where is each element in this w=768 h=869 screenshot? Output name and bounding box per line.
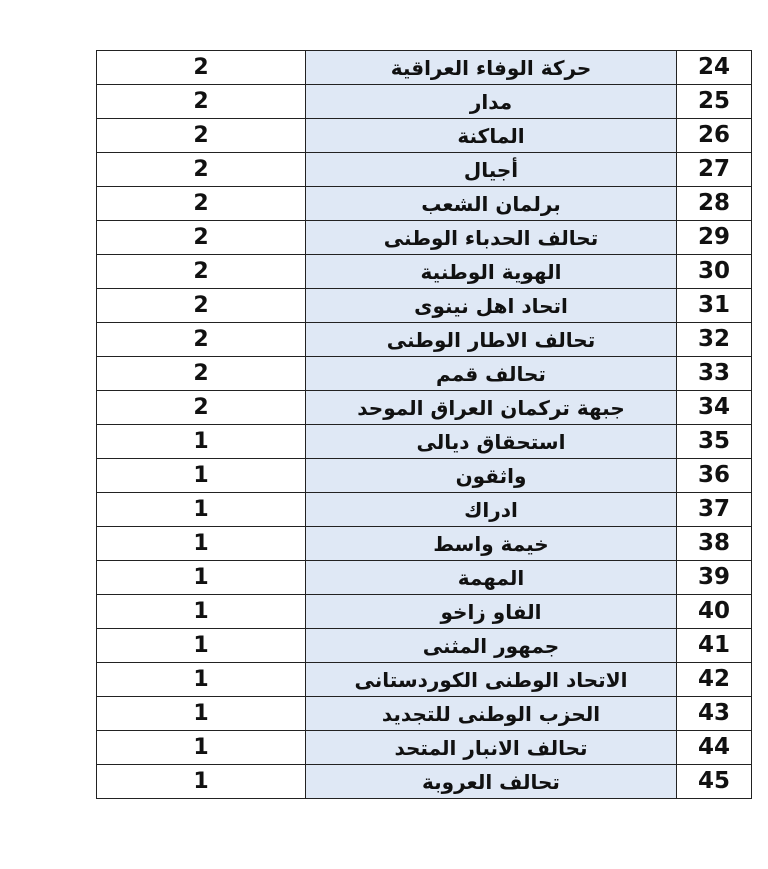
row-number-cell: 30 (677, 255, 752, 289)
party-name-text: مدار (469, 89, 513, 114)
party-name-text: الاتحاد الوطنى الكوردستانى (354, 667, 628, 692)
party-name-text: الماكنة (457, 123, 525, 148)
table-row (97, 153, 752, 187)
table-row (97, 425, 752, 459)
seats-cell: 2 (97, 153, 306, 187)
party-name-text: اتحاد اهل نينوى (414, 293, 568, 318)
table-row (97, 731, 752, 765)
party-name-cell (306, 731, 677, 765)
table-row (97, 493, 752, 527)
party-name-cell (306, 85, 677, 119)
party-name-text: تحالف الانبار المتحد (394, 735, 588, 760)
seats-cell: 2 (97, 357, 306, 391)
table-row (97, 289, 752, 323)
row-number-cell: 45 (677, 765, 752, 799)
table-row (97, 119, 752, 153)
party-name-cell (306, 357, 677, 391)
table-row (97, 187, 752, 221)
row-number-cell: 41 (677, 629, 752, 663)
seats-cell: 2 (97, 221, 306, 255)
seats-cell: 1 (97, 595, 306, 629)
party-name-cell (306, 765, 677, 799)
party-name-text: جمهور المثنى (422, 633, 560, 658)
row-number-cell: 38 (677, 527, 752, 561)
row-number-cell: 44 (677, 731, 752, 765)
seats-cell: 1 (97, 765, 306, 799)
seats-cell: 2 (97, 51, 306, 85)
row-number-cell: 33 (677, 357, 752, 391)
table-row (97, 527, 752, 561)
party-name-cell (306, 221, 677, 255)
results-table-body (97, 51, 752, 799)
row-number-cell: 29 (677, 221, 752, 255)
party-name-cell (306, 459, 677, 493)
party-name-text: حركة الوفاء العراقية (390, 55, 592, 80)
party-name-text: المهمة (457, 565, 525, 590)
seats-cell: 2 (97, 255, 306, 289)
seats-cell: 2 (97, 391, 306, 425)
seats-cell: 2 (97, 289, 306, 323)
party-name-cell (306, 629, 677, 663)
row-number-cell: 34 (677, 391, 752, 425)
table-row (97, 85, 752, 119)
row-number-cell: 36 (677, 459, 752, 493)
party-name-text: أجيال (463, 157, 519, 182)
seats-cell: 1 (97, 493, 306, 527)
row-number-cell: 24 (677, 51, 752, 85)
seats-cell: 1 (97, 629, 306, 663)
party-name-text: استحقاق ديالى (416, 429, 566, 454)
seats-cell: 2 (97, 119, 306, 153)
party-name-text: جبهة تركمان العراق الموحد (357, 395, 625, 420)
party-name-text: تحالف الحدباء الوطنى (383, 225, 599, 250)
seats-cell: 1 (97, 561, 306, 595)
party-name-text: تحالف قمم (436, 361, 546, 386)
table-row (97, 663, 752, 697)
party-name-cell (306, 391, 677, 425)
table-row (97, 459, 752, 493)
row-number-cell: 31 (677, 289, 752, 323)
row-number-cell: 42 (677, 663, 752, 697)
table-row (97, 221, 752, 255)
results-sheet (96, 50, 748, 799)
party-name-cell (306, 493, 677, 527)
party-name-cell (306, 289, 677, 323)
party-name-cell (306, 187, 677, 221)
seats-cell: 1 (97, 459, 306, 493)
row-number-cell: 39 (677, 561, 752, 595)
row-number-cell: 37 (677, 493, 752, 527)
party-name-cell (306, 119, 677, 153)
party-name-text: ادراك (464, 497, 518, 522)
party-name-cell (306, 561, 677, 595)
party-name-text: تحالف العروبة (422, 769, 560, 794)
party-name-text: واثقون (455, 463, 527, 488)
row-number-cell: 28 (677, 187, 752, 221)
party-name-text: الحزب الوطنى للتجديد (381, 701, 601, 726)
row-number-cell: 43 (677, 697, 752, 731)
table-row (97, 561, 752, 595)
row-number-cell: 27 (677, 153, 752, 187)
seats-cell: 1 (97, 425, 306, 459)
seats-cell: 1 (97, 697, 306, 731)
party-name-text: تحالف الاطار الوطنى (386, 327, 596, 352)
seats-cell: 1 (97, 663, 306, 697)
row-number-cell: 35 (677, 425, 752, 459)
party-name-cell (306, 663, 677, 697)
party-name-cell (306, 697, 677, 731)
table-row (97, 697, 752, 731)
party-name-text: الفاو زاخو (440, 599, 542, 624)
row-number-cell: 26 (677, 119, 752, 153)
party-name-cell (306, 153, 677, 187)
party-name-cell (306, 255, 677, 289)
seats-cell: 1 (97, 527, 306, 561)
seats-cell: 2 (97, 187, 306, 221)
table-row (97, 255, 752, 289)
row-number-cell: 25 (677, 85, 752, 119)
party-name-cell (306, 595, 677, 629)
seats-cell: 1 (97, 731, 306, 765)
party-name-text: الهوية الوطنية (420, 259, 562, 284)
party-name-cell (306, 425, 677, 459)
table-row (97, 765, 752, 799)
party-name-cell (306, 323, 677, 357)
party-name-text: برلمان الشعب (421, 191, 561, 216)
party-name-cell (306, 527, 677, 561)
seats-cell: 2 (97, 323, 306, 357)
table-row (97, 391, 752, 425)
seats-cell: 2 (97, 85, 306, 119)
row-number-cell: 32 (677, 323, 752, 357)
table-row (97, 51, 752, 85)
table-row (97, 357, 752, 391)
party-name-cell (306, 51, 677, 85)
party-name-text: خيمة واسط (433, 531, 549, 556)
table-row (97, 323, 752, 357)
row-number-cell: 40 (677, 595, 752, 629)
results-table (96, 50, 752, 799)
table-row (97, 629, 752, 663)
table-row (97, 595, 752, 629)
